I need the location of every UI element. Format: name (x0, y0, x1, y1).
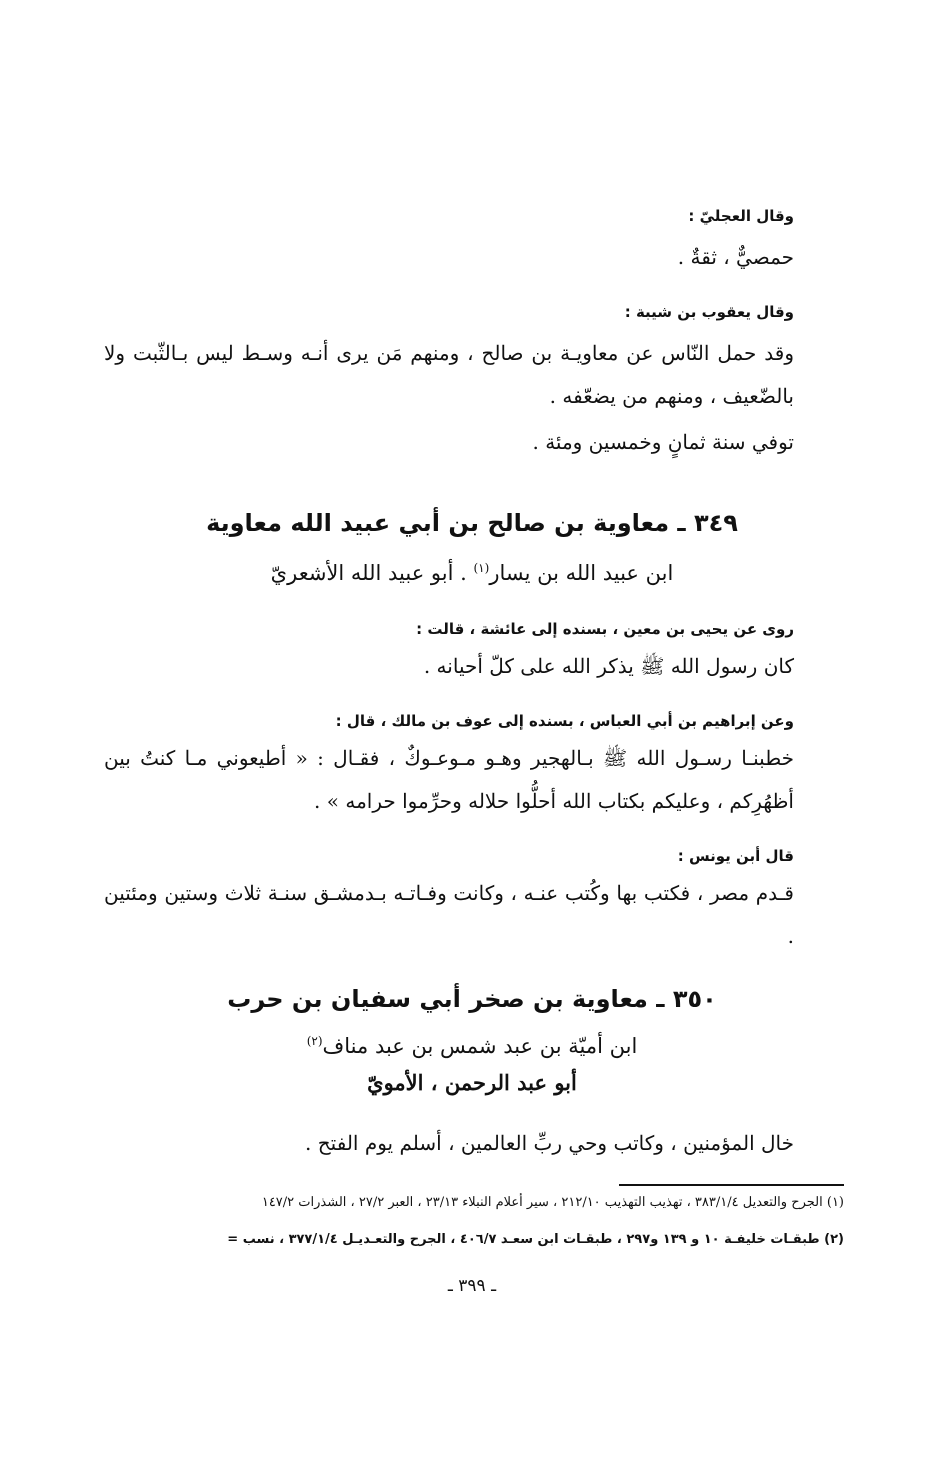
hadith-text: كان رسول الله ﷺ يذكر الله على كلّ أحيانه . (423, 654, 794, 678)
subheading-text: . أبو عبيد الله الأشعريّ (270, 561, 474, 585)
footnote-marker: (٢) (306, 1034, 323, 1048)
subheading-text: ابن عبيد الله بن يسار (489, 561, 674, 585)
footnote-1: (١) الجرح والتعديل ٣٨٣/١/٤ ، تهذيب التهذيب ٢١٢/١٠ ، سير أعلام النبلاء ٢٣/١٣ ، العبر ٢٧/٢ ، الشذرات ١٤٧/٢ (261, 1195, 844, 1210)
subheading-text: ابن أميّة بن عبد شمس بن عبد مناف (322, 1034, 638, 1058)
footnote-2: (٢) طبقـات خليفـة ١٠ و ١٣٩ و٢٩٧ ، طبقـات ابن سعـد ٤٠٦/٧ ، الجرح والتعـديـل ٣٧٧/١/٤ ، نسب = (227, 1232, 844, 1247)
hadith-text: خطبنـا رسـول الله ﷺ بـالهجير وهـو مـوعـوكٌ ، فقـال : « أطيعوني مـا كنتُ بين أظهُرِكم ، وعليكم بكتاب الله أحلُّوا حلاله وحرِّموا حرامه » . (104, 746, 794, 813)
death-note: توفي سنة ثمانٍ وخمسين ومئة . (532, 430, 794, 454)
narrator-label: وقال يعقوب بن شيبة : (624, 303, 794, 321)
narration-text: وقد حمل النّاس عن معاويـة بن صالح ، ومنهم مَن يرى أنـه وسـط ليس بـالثّبت ولا بالضّعيف ، ومنهم من يضعّفه . (104, 341, 794, 408)
narrator-label: روى عن يحيى بن معين ، بسنده إلى عائشة ، قالت : (416, 620, 794, 638)
footnote-marker: (١) (473, 561, 490, 575)
page-number: ـ ٣٩٩ ـ (447, 1276, 497, 1296)
footnote-divider (619, 1184, 844, 1186)
biography-text: قـدم مصر ، فكتب بها وكُتب عنـه ، وكانت وفـاتـه بـدمشـق سنـة ثلاث وستين ومئتين . (104, 881, 794, 948)
entry-349-subheading (0, 551, 944, 590)
narrator-label: وقال العجليّ : (688, 207, 794, 225)
narrator-label: وعن إبراهيم بن أبي العباس ، بسنده إلى عوف بن مالك ، قال : (335, 712, 794, 730)
entry-349-heading: ٣٤٩ ـ معاوية بن صالح بن أبي عبيد الله معاوية (206, 509, 738, 537)
biography-text: خال المؤمنين ، وكاتب وحي ربِّ العالمين ، أسلم يوم الفتح . (305, 1131, 794, 1155)
entry-350-heading: ٣٥٠ ـ معاوية بن صخر أبي سفيان بن حرب (227, 985, 717, 1013)
entry-350-subheading (0, 1024, 944, 1063)
narrator-label: قال أبن يونس : (677, 847, 794, 865)
narration-text: حمصيٌّ ، ثقةٌ . (677, 245, 794, 269)
entry-350-kunya: أبو عبد الرحمن ، الأمويّ (367, 1070, 577, 1095)
